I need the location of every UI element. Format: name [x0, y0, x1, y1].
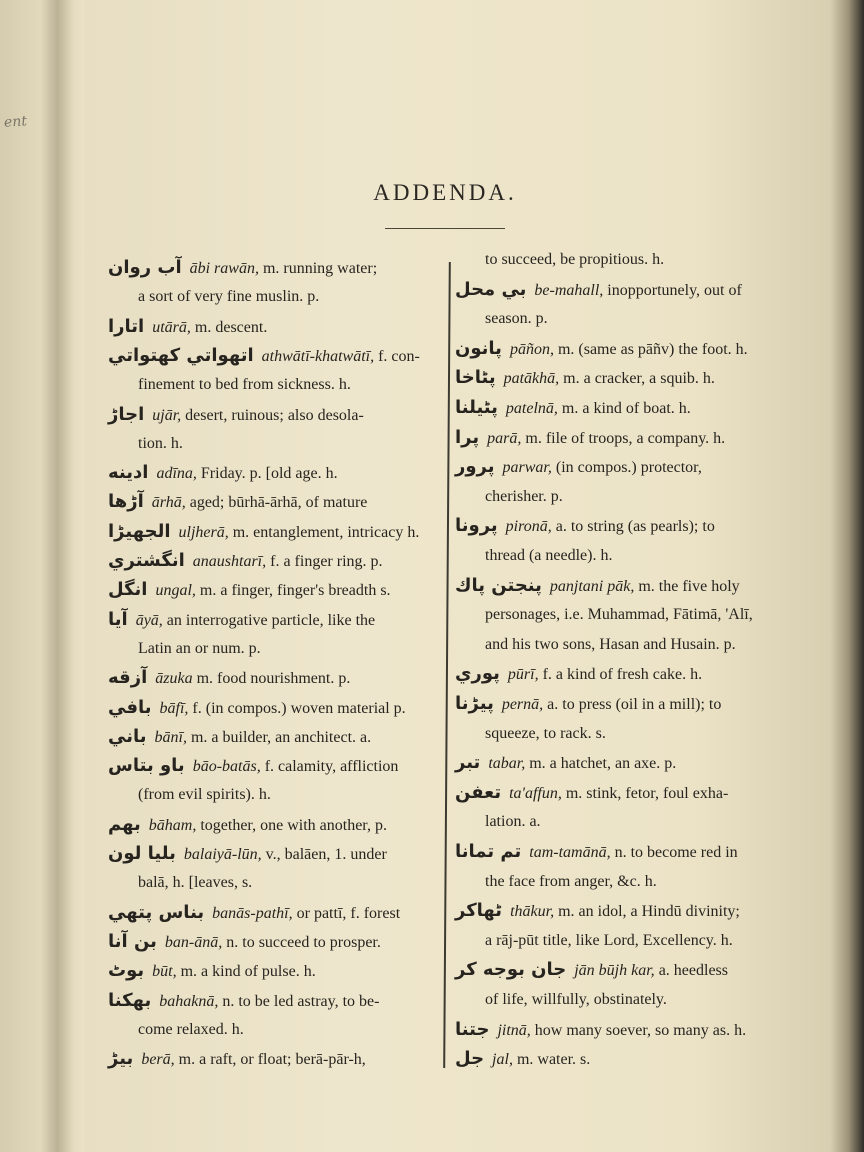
arabic-headword: پيڑنا: [455, 693, 494, 714]
dictionary-line: [108, 1047, 366, 1072]
transliteration: pironā,: [505, 518, 552, 536]
definition-text: m. a finger, finger's breadth s.: [195, 582, 391, 600]
definition-text: m. stink, fetor, foul exha-: [561, 784, 729, 802]
definition-text: n. to be led astray, to be-: [218, 992, 380, 1010]
arabic-headword: جل: [455, 1048, 485, 1070]
dictionary-line: [108, 842, 387, 867]
transliteration: parā,: [487, 429, 522, 447]
dictionary-line: [108, 989, 379, 1014]
definition-text: n. to become red in: [610, 844, 738, 861]
definition-text: a. to press (oil in a mill); to: [543, 696, 722, 713]
arabic-headword: بهم: [108, 813, 141, 835]
transliteration: balaiyā-lūn,: [183, 846, 262, 863]
definition-text: a sort of very fine muslin. p.: [138, 288, 320, 306]
arabic-headword: پرا: [455, 426, 480, 448]
dictionary-line: [108, 344, 420, 369]
transliteration: pernā,: [501, 696, 544, 713]
transliteration: bahaknā,: [159, 992, 219, 1010]
title-rule: [385, 228, 505, 229]
book-spine: [58, 0, 84, 1152]
definition-text: thread (a needle). h.: [485, 547, 613, 564]
dictionary-line: [455, 337, 748, 362]
dictionary-line: [455, 633, 736, 657]
arabic-headword: ادينه: [108, 462, 149, 484]
definition-text: aged; būrhā-ārhā, of mature: [185, 494, 368, 512]
arabic-headword: بيڑ: [108, 1048, 134, 1070]
arabic-headword: پانون: [455, 337, 502, 359]
dictionary-line: [455, 929, 733, 953]
definition-text: f. a finger ring. p.: [266, 553, 383, 570]
definition-text: desert, ruinous; also desola-: [181, 406, 364, 424]
definition-text: cherisher. p.: [485, 487, 563, 505]
definition-text: m. (same as pāñv) the foot. h.: [553, 340, 748, 358]
page-title: ADDENDA.: [373, 180, 517, 205]
definition-text: of life, willfully, obstinately.: [485, 991, 667, 1008]
arabic-headword: آيا: [108, 608, 128, 630]
definition-text: (from evil spirits). h.: [138, 786, 271, 804]
transliteration: berā,: [141, 1051, 175, 1069]
arabic-headword: آب روان: [108, 257, 182, 278]
transliteration: jān būjh kar,: [574, 962, 655, 980]
transliteration: ungal,: [155, 582, 196, 600]
left-page-edge: [0, 0, 59, 1152]
arabic-headword: جان بوجه كر: [455, 959, 567, 981]
arabic-headword: بوٹ: [108, 960, 145, 982]
column-divider: [443, 262, 451, 1068]
arabic-headword: انگشتري: [108, 550, 185, 571]
arabic-headword: بن آنا: [108, 930, 157, 952]
dictionary-line: [455, 692, 721, 717]
arabic-headword: باو بتاس: [108, 755, 185, 777]
definition-text: m. a cracker, a squib. h.: [559, 370, 715, 388]
dictionary-line: [108, 783, 271, 807]
transliteration: ārhā,: [151, 494, 186, 512]
arabic-headword: آڑها: [108, 491, 144, 513]
transliteration: āyā,: [135, 611, 163, 629]
transliteration: adīna,: [156, 465, 197, 483]
arabic-headword: اجاڑ: [108, 403, 145, 425]
definition-text: personages, i.e. Muhammad, Fātimā, 'Alī,: [485, 606, 753, 624]
dictionary-line: [108, 901, 400, 926]
definition-text: f. (in compos.) woven material p.: [188, 699, 406, 717]
arabic-headword: تم تمانا: [455, 841, 522, 862]
definition-text: and his two sons, Hasan and Husain. p.: [485, 635, 736, 653]
arabic-headword: بي محل: [455, 278, 527, 300]
definition-text: m. water. s.: [512, 1051, 591, 1069]
arabic-headword: پرونا: [455, 515, 498, 537]
arabic-headword: جتنا: [455, 1018, 490, 1040]
dictionary-line: [108, 490, 367, 515]
definition-text: n. to succeed to prosper.: [222, 933, 381, 951]
dictionary-line: [108, 461, 338, 486]
definition-text: an interrogative particle, like the: [162, 611, 376, 629]
dictionary-line: [108, 666, 350, 691]
dictionary-line: [455, 603, 753, 627]
transliteration: patākhā,: [503, 370, 560, 388]
dictionary-line: [108, 578, 391, 603]
definition-text: lation. a.: [485, 813, 541, 831]
transliteration: jitnā,: [497, 1021, 531, 1039]
arabic-headword: تبر: [455, 752, 481, 774]
definition-text: m. food nourishment. p.: [192, 670, 351, 688]
definition-text: m. entanglement, intricacy h.: [228, 523, 420, 541]
transliteration: bānī,: [154, 728, 187, 746]
definition-text: how many soever, so many as. h.: [530, 1021, 747, 1039]
definition-text: m. running water;: [258, 260, 378, 277]
dictionary-line: [455, 781, 728, 806]
definition-text: together, one with another, p.: [196, 816, 387, 834]
dictionary-line: [455, 899, 740, 924]
dictionary-line: [108, 1018, 244, 1042]
definition-text: m. a hatchet, an axe. p.: [525, 755, 677, 773]
definition-text: finement to bed from sickness. h.: [138, 376, 351, 394]
definition-text: f. con-: [374, 347, 420, 365]
dictionary-line: [455, 1047, 590, 1072]
dictionary-line: [455, 278, 742, 303]
definition-text: the face from anger, &c. h.: [485, 872, 657, 890]
definition-text: m. file of troops, a company. h.: [521, 429, 726, 447]
transliteration: be-mahall,: [534, 281, 604, 299]
transliteration: banās-pathī,: [212, 904, 293, 922]
transliteration: āzuka: [155, 670, 193, 688]
definition-text: Friday. p. [old age. h.: [196, 465, 338, 483]
definition-text: come relaxed. h.: [138, 1020, 244, 1038]
transliteration: tabar,: [488, 755, 526, 773]
transliteration: patelnā,: [505, 400, 558, 417]
arabic-headword: باني: [108, 725, 147, 747]
dictionary-line: [455, 870, 657, 894]
definition-text: f. a kind of fresh cake. h.: [538, 666, 703, 684]
arabic-headword: ٹهاكر: [455, 900, 503, 922]
dictionary-line: [455, 396, 691, 421]
dictionary-line: [108, 549, 383, 574]
dictionary-line: [108, 520, 419, 545]
dictionary-line: [108, 813, 387, 838]
definition-text: season. p.: [485, 310, 548, 328]
transliteration: parwar,: [502, 459, 552, 477]
dictionary-line: [108, 403, 364, 428]
transliteration: ābi rawān,: [189, 260, 259, 277]
dictionary-line: [455, 307, 548, 331]
definition-text: tion. h.: [138, 434, 183, 452]
arabic-headword: پٹاخا: [455, 367, 496, 389]
margin-handwriting: ent: [3, 113, 28, 131]
dictionary-line: [108, 725, 371, 750]
definition-text: balā, h. [leaves, s.: [138, 874, 253, 892]
transliteration: panjtani pāk,: [549, 577, 635, 595]
dictionary-line: [455, 988, 667, 1012]
right-page-edge: [830, 0, 864, 1152]
transliteration: tam-tamānā,: [529, 844, 611, 861]
dictionary-line: [108, 930, 381, 955]
transliteration: uljherā,: [178, 523, 229, 541]
definition-text: f. calamity, affliction: [260, 758, 399, 776]
transliteration: pāñon,: [509, 340, 554, 358]
definition-text: (in compos.) protector,: [551, 459, 702, 477]
dictionary-line: [455, 662, 702, 687]
arabic-headword: الجهيڑا: [108, 520, 171, 542]
arabic-headword: بليا لون: [108, 843, 176, 864]
dictionary-line: [108, 959, 316, 984]
dictionary-line: [455, 366, 715, 391]
definition-text: a. to string (as pearls); to: [551, 518, 715, 536]
arabic-headword: اتهواتي كهتواتي: [108, 344, 254, 366]
dictionary-line: [455, 751, 676, 776]
definition-text: m. a kind of boat. h.: [557, 400, 691, 417]
dictionary-line: [108, 696, 406, 721]
arabic-headword: آزقه: [108, 667, 148, 689]
transliteration: bāham,: [148, 816, 197, 834]
definition-text: m. a kind of pulse. h.: [176, 963, 316, 981]
definition-text: m. descent.: [190, 318, 268, 336]
arabic-headword: بناس پتهي: [108, 901, 205, 923]
arabic-headword: اتارا: [108, 315, 145, 337]
transliteration: ta'affun,: [509, 784, 562, 802]
transliteration: ujār,: [152, 406, 182, 424]
dictionary-line: [108, 637, 261, 661]
dictionary-line: [108, 432, 183, 456]
transliteration: jal,: [492, 1051, 513, 1069]
transliteration: pūrī,: [507, 666, 539, 684]
definition-text: Latin an or num. p.: [138, 639, 261, 657]
arabic-headword: پرور: [455, 456, 495, 478]
dictionary-line: [455, 574, 740, 599]
dictionary-line: [108, 285, 319, 309]
dictionary-line: [108, 256, 377, 281]
arabic-headword: بهكنا: [108, 989, 152, 1011]
definition-text: squeeze, to rack. s.: [485, 724, 606, 742]
definition-text: m. a raft, or float; berā-pār-h,: [174, 1051, 366, 1069]
transliteration: būt,: [152, 963, 177, 981]
definition-text: m. an idol, a Hindū divinity;: [554, 903, 740, 921]
dictionary-line: [108, 871, 252, 895]
arabic-headword: پنجتن پاك: [455, 574, 542, 596]
transliteration: utārā,: [152, 318, 191, 336]
arabic-headword: پوري: [455, 663, 500, 685]
dictionary-line: [455, 1018, 746, 1043]
definition-text: m. a builder, an anchitect. a.: [186, 728, 372, 746]
dictionary-line: [455, 455, 702, 480]
arabic-headword: تعفن: [455, 781, 502, 803]
transliteration: anaushtarī,: [192, 553, 267, 570]
dictionary-line: [455, 722, 606, 746]
dictionary-line: [108, 754, 398, 779]
definition-text: inopportunely, out of: [603, 281, 742, 299]
arabic-headword: پٹيلنا: [455, 397, 498, 418]
dictionary-line: [108, 373, 351, 397]
transliteration: ban-ānā,: [164, 933, 223, 951]
dictionary-line: [455, 248, 664, 272]
dictionary-line: [455, 426, 725, 451]
dictionary-line: [455, 958, 728, 983]
definition-text: or pattī, f. forest: [292, 904, 401, 922]
arabic-headword: بافي: [108, 696, 152, 718]
dictionary-line: [108, 608, 375, 633]
transliteration: bāfī,: [159, 699, 189, 717]
transliteration: bāo-batās,: [192, 758, 261, 776]
definition-text: m. the five holy: [634, 577, 740, 595]
definition-text: a. heedless: [654, 962, 728, 980]
dictionary-line: [455, 544, 612, 568]
dictionary-line: [455, 810, 541, 834]
arabic-headword: انگل: [108, 579, 148, 601]
definition-text: v., balāen, 1. under: [261, 846, 387, 863]
dictionary-line: [455, 514, 715, 539]
dictionary-line: [108, 315, 267, 340]
dictionary-line: [455, 840, 738, 865]
dictionary-line: [455, 485, 563, 509]
definition-text: to succeed, be propitious. h.: [485, 251, 665, 268]
definition-text: a rāj-pūt title, like Lord, Excellency. h.: [485, 931, 733, 949]
transliteration: athwātī-khatwātī,: [261, 347, 375, 365]
transliteration: thākur,: [510, 903, 555, 921]
